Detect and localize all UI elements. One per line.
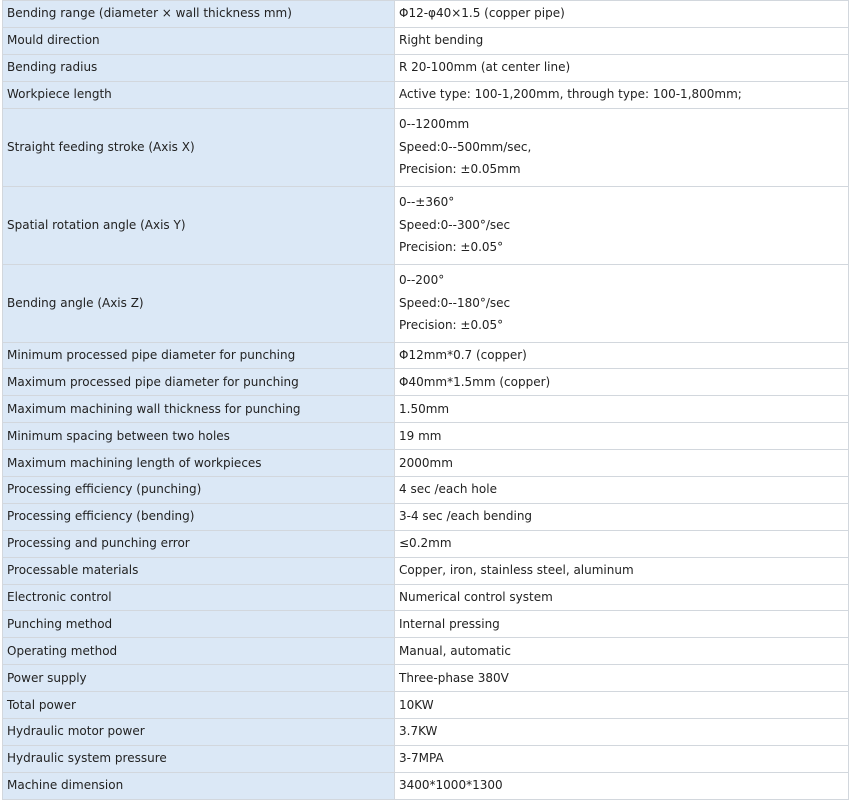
table-row: [3, 264, 849, 342]
table-row: [3, 584, 849, 611]
parameter-cell: Maximum machining wall thickness for punching: [3, 396, 395, 423]
parameter-cell: Total power: [3, 692, 395, 719]
value-cell: Numerical control system: [395, 584, 849, 611]
value-cell: 1.50mm: [395, 396, 849, 423]
value-line: 0--±360°: [399, 195, 455, 210]
value-line: Speed:0--180°/sec: [399, 295, 511, 310]
value-cell: Φ12-φ40×1.5 (copper pipe): [395, 1, 849, 28]
value-cell: 19 mm: [395, 423, 849, 450]
parameter-cell: Hydraulic motor power: [3, 719, 395, 746]
value-cell: Copper, iron, stainless steel, aluminum: [395, 557, 849, 584]
table-row: [3, 772, 849, 799]
value-cell: R 20-100mm (at center line): [395, 54, 849, 81]
parameter-cell: Maximum machining length of workpieces: [3, 450, 395, 477]
table-row: [3, 745, 849, 772]
table-row: [3, 692, 849, 719]
value-cell: 3-7MPA: [395, 745, 849, 772]
table-row: [3, 719, 849, 746]
value-cell: ≤0.2mm: [395, 530, 849, 557]
value-cell: Right bending: [395, 27, 849, 54]
parameter-cell: Processing and punching error: [3, 530, 395, 557]
value-line: Speed:0--300°/sec: [399, 217, 511, 232]
value-cell: 4 sec /each hole: [395, 477, 849, 504]
value-line: Speed:0--500mm/sec,: [399, 139, 532, 154]
value-line: Precision: ±0.05°: [399, 240, 504, 255]
parameter-cell: Minimum spacing between two holes: [3, 423, 395, 450]
parameter-cell: Punching method: [3, 611, 395, 638]
table-row: [3, 503, 849, 530]
table-row: [3, 342, 849, 369]
table-row: [3, 530, 849, 557]
specification-table-body: [3, 1, 849, 800]
parameter-cell: Bending range (diameter × wall thickness mm): [3, 1, 395, 28]
value-cell: 3400*1000*1300: [395, 772, 849, 799]
parameter-cell: Electronic control: [3, 584, 395, 611]
value-cell: [395, 186, 849, 264]
parameter-cell: Hydraulic system pressure: [3, 745, 395, 772]
value-cell: [395, 108, 849, 186]
parameter-cell: Spatial rotation angle (Axis Y): [3, 186, 395, 264]
value-cell: Φ12mm*0.7 (copper): [395, 342, 849, 369]
value-line: 0--1200mm: [399, 117, 470, 132]
value-cell: 2000mm: [395, 450, 849, 477]
value-cell: 3.7KW: [395, 719, 849, 746]
parameter-cell: Maximum processed pipe diameter for punching: [3, 369, 395, 396]
parameter-cell: Processing efficiency (bending): [3, 503, 395, 530]
parameter-cell: Straight feeding stroke (Axis X): [3, 108, 395, 186]
value-cell: Three-phase 380V: [395, 665, 849, 692]
table-row: [3, 186, 849, 264]
parameter-cell: Bending radius: [3, 54, 395, 81]
value-line: Precision: ±0.05mm: [399, 162, 521, 177]
table-row: [3, 611, 849, 638]
parameter-cell: Processable materials: [3, 557, 395, 584]
value-cell: Active type: 100-1,200mm, through type: 100-1,800mm;: [395, 81, 849, 108]
table-row: [3, 477, 849, 504]
parameter-cell: Operating method: [3, 638, 395, 665]
table-row: [3, 638, 849, 665]
parameter-cell: Processing efficiency (punching): [3, 477, 395, 504]
table-row: [3, 108, 849, 186]
value-cell: [395, 264, 849, 342]
table-row: [3, 81, 849, 108]
table-row: [3, 1, 849, 28]
value-cell: Internal pressing: [395, 611, 849, 638]
table-row: [3, 423, 849, 450]
specification-table: [2, 0, 849, 800]
value-cell: 10KW: [395, 692, 849, 719]
value-cell: Φ40mm*1.5mm (copper): [395, 369, 849, 396]
parameter-cell: Bending angle (Axis Z): [3, 264, 395, 342]
parameter-cell: Workpiece length: [3, 81, 395, 108]
value-line: Precision: ±0.05°: [399, 318, 504, 333]
value-line: 0--200°: [399, 273, 445, 288]
value-cell: Manual, automatic: [395, 638, 849, 665]
parameter-cell: Machine dimension: [3, 772, 395, 799]
table-row: [3, 665, 849, 692]
value-cell: 3-4 sec /each bending: [395, 503, 849, 530]
parameter-cell: Mould direction: [3, 27, 395, 54]
table-row: [3, 396, 849, 423]
table-row: [3, 27, 849, 54]
table-row: [3, 54, 849, 81]
table-row: [3, 369, 849, 396]
parameter-cell: Minimum processed pipe diameter for punching: [3, 342, 395, 369]
table-row: [3, 450, 849, 477]
parameter-cell: Power supply: [3, 665, 395, 692]
table-row: [3, 557, 849, 584]
